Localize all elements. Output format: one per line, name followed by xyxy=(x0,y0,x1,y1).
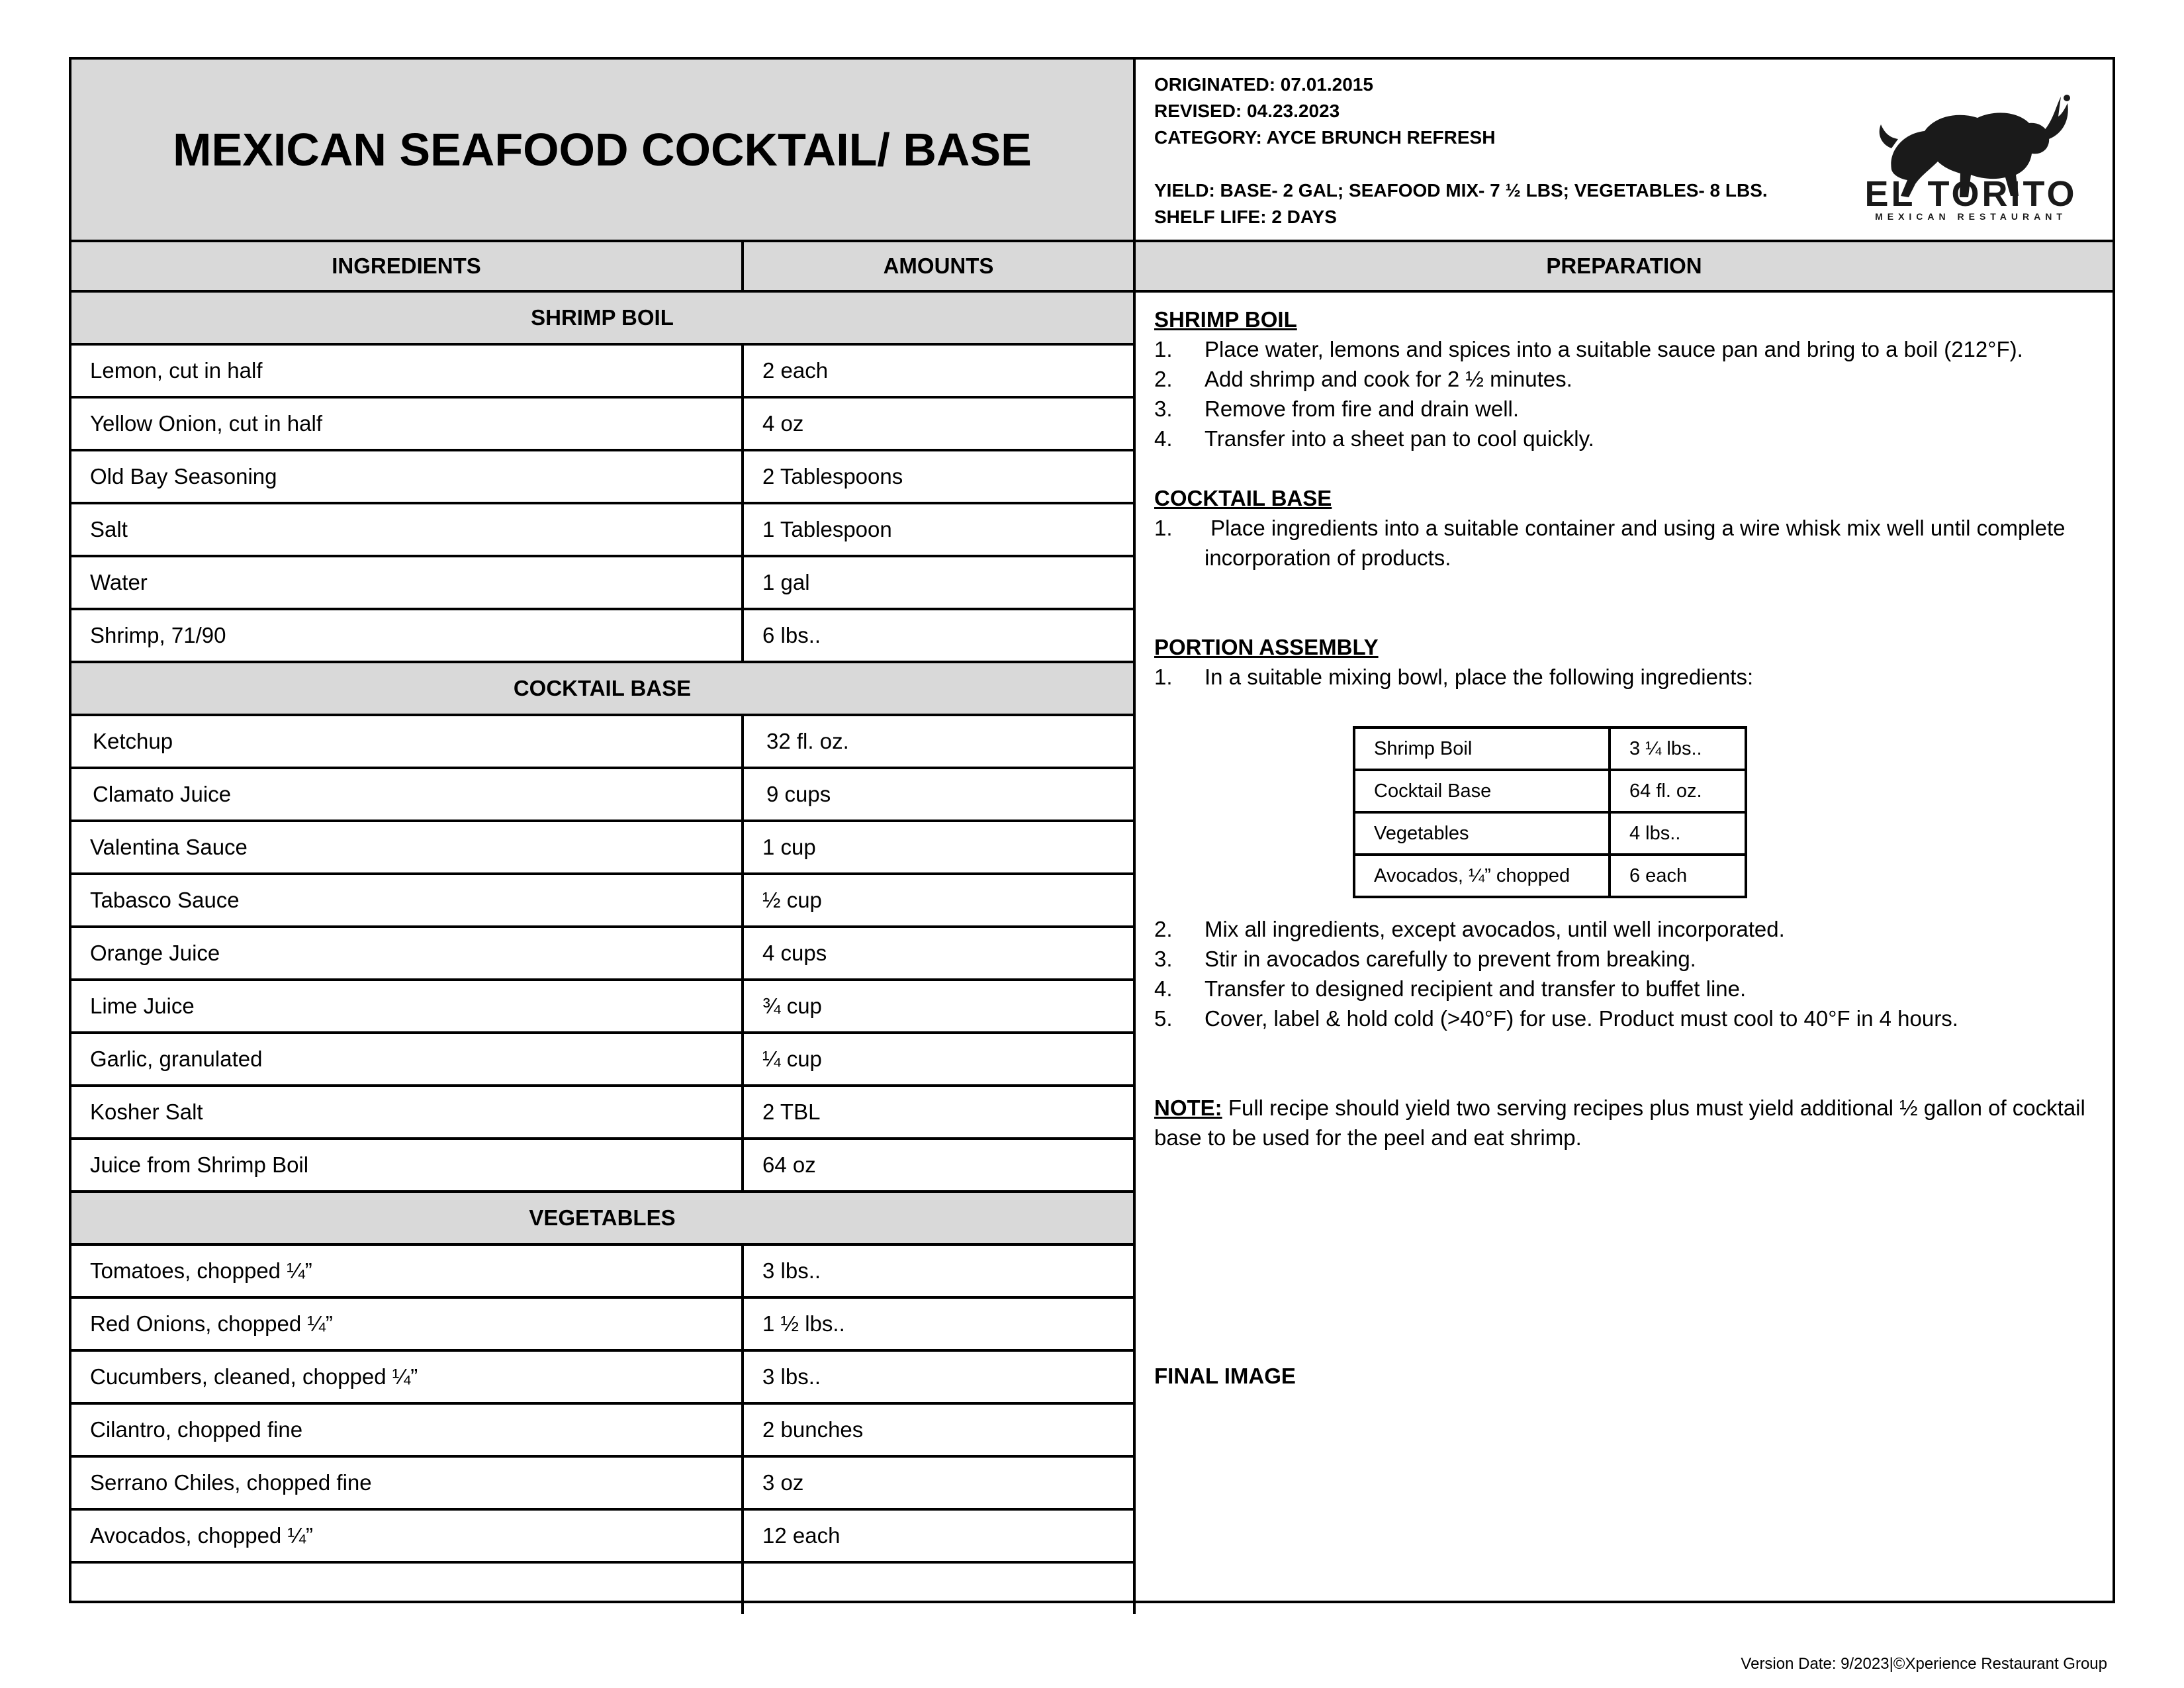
ingredient-name: Tomatoes, chopped ¼” xyxy=(71,1246,744,1296)
ingredient-name: Yellow Onion, cut in half xyxy=(71,399,744,449)
table-row xyxy=(71,875,1133,928)
section-vegetables: VEGETABLES xyxy=(71,1193,1133,1246)
ingredient-name: Cucumbers, cleaned, chopped ¼” xyxy=(71,1352,744,1402)
table-row xyxy=(1354,855,1746,897)
ingredient-name: Tabasco Sauce xyxy=(71,875,744,925)
ingredient-name: Water xyxy=(71,557,744,608)
yield: YIELD: BASE- 2 GAL; SEAFOOD MIX- 7 ½ LBS; VEGETABLES- 8 LBS. xyxy=(1154,180,1768,201)
section-cocktail-base: COCKTAIL BASE xyxy=(71,663,1133,716)
table-row xyxy=(71,1458,1133,1511)
ingredient-name: Lemon, cut in half xyxy=(71,346,744,396)
logo-wordmark: EL TORITO xyxy=(1864,174,2077,214)
table-row xyxy=(71,716,1133,769)
ingredient-amount: 3 lbs.. xyxy=(762,1258,821,1283)
list-item xyxy=(1154,914,2097,944)
logo-tagline: MEXICAN RESTAURANT xyxy=(1875,211,2067,222)
ingredient-amount: 4 oz xyxy=(762,411,804,436)
ingredient-amount: 3 lbs.. xyxy=(762,1364,821,1389)
table-row xyxy=(1354,770,1746,812)
list-item xyxy=(1154,662,2097,692)
step-text: Place water, lemons and spices into a suitable sauce pan and bring to a boil (212°F). xyxy=(1205,337,2023,361)
portion-qty: 3 ¼ lbs.. xyxy=(1610,727,1746,770)
bull-icon xyxy=(1852,70,2090,222)
portion-item: Shrimp Boil xyxy=(1354,727,1610,770)
step-text: Mix all ingredients, except avocados, until well incorporated. xyxy=(1205,917,1785,941)
ingredient-amount: ½ cup xyxy=(762,888,822,912)
ingredient-amount: 12 each xyxy=(762,1523,841,1548)
portion-item: Avocados, ¼” chopped xyxy=(1354,855,1610,897)
list-item xyxy=(1154,394,2097,424)
step-text: Cover, label & hold cold (>40°F) for use. Product must cool to 40°F in 4 hours. xyxy=(1205,1006,1958,1031)
ingredients-table xyxy=(71,293,1136,1614)
step-text: Remove from fire and drain well. xyxy=(1205,397,1520,421)
ingredient-amount: 9 cups xyxy=(766,782,831,806)
preparation-column xyxy=(1136,293,2113,1601)
table-row xyxy=(71,504,1133,557)
ingredient-name: Old Bay Seasoning xyxy=(71,451,744,502)
recipe-card xyxy=(69,57,2115,1603)
step-text: Transfer to designed recipient and transfer to buffet line. xyxy=(1205,976,1747,1001)
ingredient-name: Orange Juice xyxy=(71,928,744,978)
title-cell xyxy=(71,60,1136,242)
revised-date: REVISED: 04.23.2023 xyxy=(1154,101,1340,121)
step-text: In a suitable mixing bowl, place the following ingredients: xyxy=(1205,665,1754,689)
table-row xyxy=(71,769,1133,822)
ingredient-amount: 2 bunches xyxy=(762,1417,864,1442)
ingredient-name: Garlic, granulated xyxy=(71,1034,744,1084)
meta-cell xyxy=(1136,60,2113,242)
ingredient-amount: 64 oz xyxy=(762,1152,816,1177)
step-text: Place ingredients into a suitable container and using a wire whisk mix well until complete incorporation of products. xyxy=(1205,516,2071,570)
portion-assembly-steps xyxy=(1154,914,2097,1033)
table-row xyxy=(71,557,1133,610)
ingredient-name: Shrimp, 71/90 xyxy=(71,610,744,661)
step-text: Transfer into a sheet pan to cool quickly. xyxy=(1205,426,1594,451)
portion-qty: 6 each xyxy=(1610,855,1746,897)
ingredient-amount: 1 cup xyxy=(762,835,816,859)
table-row-empty xyxy=(71,1564,1133,1614)
table-row xyxy=(71,399,1133,451)
table-row xyxy=(1354,727,1746,770)
step-text: Stir in avocados carefully to prevent from breaking. xyxy=(1205,947,1696,971)
step-number: 3. xyxy=(1154,397,1173,421)
ingredient-name: Avocados, chopped ¼” xyxy=(71,1511,744,1561)
portion-assembly-step1 xyxy=(1154,662,2097,692)
note-label: NOTE: xyxy=(1154,1096,1222,1120)
ingredient-name: Kosher Salt xyxy=(71,1087,744,1137)
table-row xyxy=(71,981,1133,1034)
ingredient-amount: 1 ½ lbs.. xyxy=(762,1311,845,1336)
step-number: 4. xyxy=(1154,976,1173,1001)
list-item xyxy=(1154,974,2097,1004)
cocktail-base-steps xyxy=(1154,513,2097,573)
ingredient-name: Lime Juice xyxy=(71,981,744,1031)
step-number: 2. xyxy=(1154,917,1173,941)
portion-qty: 64 fl. oz. xyxy=(1610,770,1746,812)
ingredient-amount: ¾ cup xyxy=(762,994,822,1018)
ingredient-amount: 1 gal xyxy=(762,570,810,594)
ingredient-amount: 2 Tablespoons xyxy=(762,464,903,489)
portion-table xyxy=(1353,726,1747,898)
prep-section-cocktail-base: COCKTAIL BASE xyxy=(1154,486,1332,510)
originated-date: ORIGINATED: 07.01.2015 xyxy=(1154,74,1373,95)
ingredient-name: Valentina Sauce xyxy=(71,822,744,872)
step-number: 2. xyxy=(1154,367,1173,391)
step-number: 5. xyxy=(1154,1006,1173,1031)
list-item xyxy=(1154,944,2097,974)
table-row xyxy=(71,1405,1133,1458)
shrimp-boil-steps xyxy=(1154,334,2097,453)
ingredient-name: Juice from Shrimp Boil xyxy=(71,1140,744,1190)
table-row xyxy=(71,928,1133,981)
list-item xyxy=(1154,424,2097,453)
step-text: Add shrimp and cook for 2 ½ minutes. xyxy=(1205,367,1572,391)
table-row xyxy=(71,1140,1133,1193)
footer-version: Version Date: 9/2023|©Xperience Restaurant Group xyxy=(1741,1655,2107,1673)
table-row xyxy=(71,346,1133,399)
step-number: 1. xyxy=(1154,665,1173,689)
table-row xyxy=(71,1034,1133,1087)
ingredient-name: Cilantro, chopped fine xyxy=(71,1405,744,1455)
table-row xyxy=(71,610,1133,663)
portion-qty: 4 lbs.. xyxy=(1610,812,1746,855)
ingredient-amount: 2 TBL xyxy=(762,1100,821,1124)
prep-section-portion-assembly: PORTION ASSEMBLY xyxy=(1154,635,1379,659)
note-text: Full recipe should yield two serving recipes plus must yield additional ½ gallon of cocktail base to be used for the peel and eat shrimp. xyxy=(1154,1096,2092,1150)
ingredient-amount: 2 each xyxy=(762,358,829,383)
ingredient-name xyxy=(71,1564,744,1614)
page-title: MEXICAN SEAFOOD COCKTAIL/ BASE xyxy=(173,124,1032,175)
list-item xyxy=(1154,513,2097,573)
note xyxy=(1154,1093,2097,1152)
table-row xyxy=(71,822,1133,875)
table-row xyxy=(71,451,1133,504)
portion-item: Cocktail Base xyxy=(1354,770,1610,812)
table-row xyxy=(71,1511,1133,1564)
list-item xyxy=(1154,364,2097,394)
category: CATEGORY: AYCE BRUNCH REFRESH xyxy=(1154,127,1496,148)
ingredient-name: Serrano Chiles, chopped fine xyxy=(71,1458,744,1508)
el-torito-logo xyxy=(1852,70,2090,222)
amounts-header: AMOUNTS xyxy=(744,242,1136,293)
table-row xyxy=(71,1352,1133,1405)
preparation-header: PREPARATION xyxy=(1136,242,2113,293)
ingredient-name: Ketchup xyxy=(71,716,744,767)
portion-item: Vegetables xyxy=(1354,812,1610,855)
table-row xyxy=(1354,812,1746,855)
final-image-label: FINAL IMAGE xyxy=(1154,1364,1296,1388)
ingredient-amount: ¼ cup xyxy=(762,1047,822,1071)
list-item xyxy=(1154,334,2097,364)
step-number: 1. xyxy=(1154,337,1173,361)
ingredient-name: Clamato Juice xyxy=(71,769,744,820)
table-row xyxy=(71,1087,1133,1140)
ingredient-amount: 3 oz xyxy=(762,1470,804,1495)
ingredient-name: Salt xyxy=(71,504,744,555)
ingredient-amount xyxy=(744,1564,1133,1614)
step-number: 4. xyxy=(1154,426,1173,451)
prep-section-shrimp-boil: SHRIMP BOIL xyxy=(1154,307,1297,332)
ingredient-amount: 32 fl. oz. xyxy=(766,729,849,753)
step-number: 1. xyxy=(1154,516,1173,540)
section-shrimp-boil: SHRIMP BOIL xyxy=(71,293,1133,346)
table-row xyxy=(71,1246,1133,1299)
ingredient-amount: 6 lbs.. xyxy=(762,623,821,647)
ingredient-amount: 1 Tablespoon xyxy=(762,517,892,541)
ingredient-name: Red Onions, chopped ¼” xyxy=(71,1299,744,1349)
table-row xyxy=(71,1299,1133,1352)
shelf-life: SHELF LIFE: 2 DAYS xyxy=(1154,207,1337,227)
list-item xyxy=(1154,1004,2097,1033)
ingredients-header: INGREDIENTS xyxy=(71,242,744,293)
ingredient-amount: 4 cups xyxy=(762,941,827,965)
step-number: 3. xyxy=(1154,947,1173,971)
